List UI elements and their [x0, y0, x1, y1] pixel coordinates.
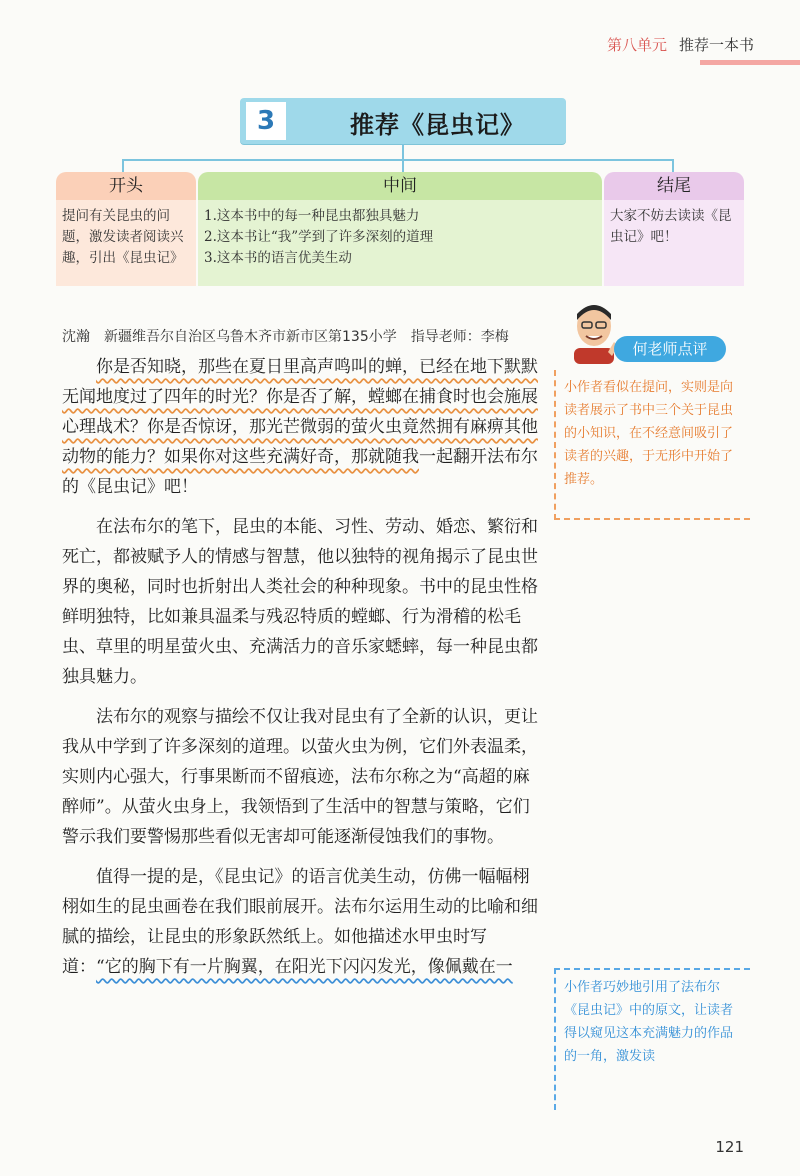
paragraph-2: 在法布尔的笔下，昆虫的本能、习性、劳动、婚恋、繁衍和死亡，都被赋予人的情感与智慧，他以独特的视角揭示了昆虫世界的奥秘，同时也折射出人类社会的种种现象。书中的昆虫性格鲜明独特，比如兼具温柔与残忍特质的螳螂、行为滑稽的松毛虫、草里的明星萤火虫、充满活力的音乐家蟋蟀，每一种昆虫都独具魅力。	[62, 517, 538, 687]
author-school: 新疆维吾尔自治区乌鲁木齐市新市区第135小学	[104, 329, 397, 345]
outline-end-text: 大家不妨去读读《昆虫记》吧！	[604, 200, 744, 286]
unit-label: 第八单元	[606, 36, 667, 54]
outline-middle-list	[198, 200, 602, 286]
outline-connector-lines	[0, 0, 800, 180]
page-number: 121	[715, 1138, 744, 1156]
outline-start-text: 提问有关昆虫的问题，激发读者阅读兴趣，引出《昆虫记》	[56, 200, 196, 286]
paragraph-text: 值得一提的是，《昆虫记》的语言优美生动，仿佛一幅幅栩栩如生的昆虫画卷在我们眼前展开。法布尔运用生动的比喻和细腻的描绘，让昆虫的形象跃然纸上。如他描述水甲虫时写道：	[62, 867, 538, 977]
review-comment-1: 小作者看似在提问，实则是向读者展示了书中三个关于昆虫的小知识，在不经意间吸引了读者的兴趣，于无形中开始了推荐。	[554, 370, 750, 520]
outline-middle-item: 1.这本书中的每一种昆虫都独具魅力	[204, 208, 420, 224]
paragraph-4	[62, 862, 540, 982]
teacher-review-badge: 何老师点评	[614, 336, 726, 362]
underlined-text: 你是否知晓，那些在夏日里高声鸣叫的蝉，已经在地下默默无闻地度过了四年的时光？你是否了解，螳螂在捕食时也会施展心理战术？你是否惊讶，那光芒微弱的萤火虫竟然拥有麻痹其他动物的能力？如果你对这些充满好奇，那就随我	[62, 357, 538, 467]
outline-middle-item: 2.这本书让“我”学到了许多深刻的道理	[204, 229, 434, 245]
review-comment-2: 小作者巧妙地引用了法布尔《昆虫记》中的原文，让读者得以窥见这本充满魅力的作品的一角，激发读	[554, 968, 750, 1110]
outline-middle-item: 3.这本书的语言优美生动	[204, 250, 352, 266]
outline-start-label: 开头	[56, 172, 196, 200]
teacher-avatar-icon	[568, 302, 620, 364]
quoted-text: “它的胸下有一片胸翼，在阳光下闪闪发光，像佩戴在一	[96, 957, 513, 977]
author-name: 沈瀚	[62, 329, 90, 345]
outline-end-label: 结尾	[604, 172, 744, 200]
outline-middle-label: 中间	[198, 172, 602, 200]
paragraph-1	[62, 352, 540, 502]
topic-label: 推荐一本书	[678, 36, 754, 54]
author-teacher: 指导老师：李梅	[410, 329, 509, 345]
paragraph-3: 法布尔的观察与描绘不仅让我对昆虫有了全新的认识，更让我从中学到了许多深刻的道理。以萤火虫为例，它们外表温柔，实则内心强大，行事果断而不留痕迹，法布尔称之为“高超的麻醉师”。从萤火虫身上，我领悟到了生活中的智慧与策略，它们警示我们要警惕那些看似无害却可能逐渐侵蚀我们的事物。	[62, 707, 538, 847]
author-line	[62, 326, 509, 346]
article-body	[62, 352, 540, 992]
lesson-title: 推荐《昆虫记》	[350, 111, 525, 139]
paragraph-text: 一起翻开法布尔的《昆虫记》吧！	[62, 447, 538, 497]
lesson-number: 3	[246, 102, 286, 140]
